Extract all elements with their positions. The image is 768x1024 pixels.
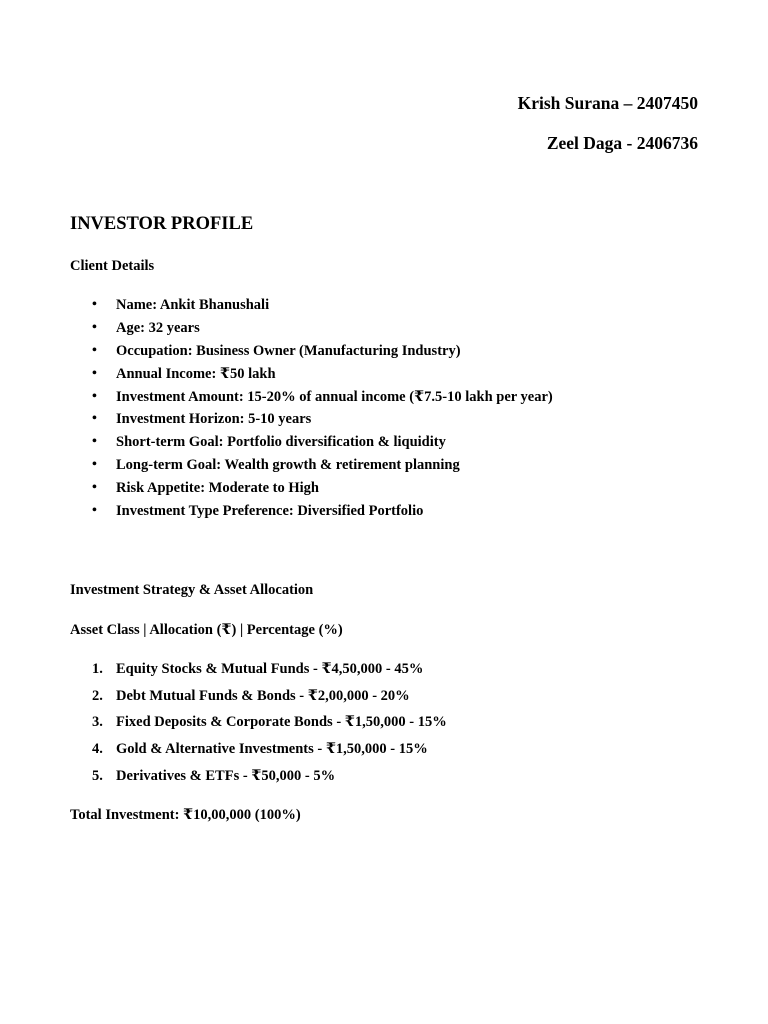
client-details-list [70, 294, 553, 523]
list-number: 4. [92, 741, 103, 758]
list-item [70, 431, 553, 454]
list-number: 5. [92, 767, 103, 784]
list-item [70, 317, 553, 340]
bullet-icon: • [92, 388, 97, 404]
author-line: Zeel Daga - 2406736 [546, 133, 698, 153]
list-item-text: Short-term Goal: Portfolio diversification & liquidity [116, 434, 446, 451]
list-item [70, 477, 553, 500]
bullet-icon: • [92, 480, 97, 496]
page-title: INVESTOR PROFILE [70, 214, 254, 234]
author-line: Krish Surana – 2407450 [517, 93, 698, 113]
list-number: 2. [92, 687, 103, 704]
list-item-text: Risk Appetite: Moderate to High [116, 480, 319, 497]
bullet-icon: • [92, 411, 97, 427]
bullet-icon: • [92, 297, 97, 312]
list-item [70, 408, 553, 431]
list-item [70, 294, 553, 317]
total-investment: Total Investment: ₹10,00,000 (100%) [70, 807, 301, 823]
list-item-text: Age: 32 years [116, 319, 200, 336]
list-item [70, 386, 553, 409]
allocation-item [70, 765, 447, 792]
allocation-item [70, 685, 447, 712]
allocation-item [70, 711, 447, 738]
client-details-heading: Client Details [70, 258, 155, 274]
author-block [518, 92, 698, 172]
bullet-icon: • [92, 342, 97, 358]
allocation-table-header: Asset Class | Allocation (₹) | Percentage (%) [70, 622, 343, 638]
list-item-text: Investment Type Preference: Diversified Portfolio [116, 503, 424, 520]
allocation-list [70, 658, 447, 791]
allocation-item [70, 658, 447, 685]
strategy-heading: Investment Strategy & Asset Allocation [70, 582, 314, 598]
list-item-text: Investment Amount: 15-20% of annual income (₹7.5-10 lakh per year) [116, 388, 553, 405]
bullet-icon: • [92, 434, 97, 450]
bullet-icon: • [92, 503, 97, 519]
list-item [70, 363, 553, 386]
list-number: 3. [92, 714, 103, 731]
bullet-icon: • [92, 457, 97, 473]
bullet-icon: • [92, 365, 97, 381]
list-item-text: Occupation: Business Owner (Manufacturing Industry) [116, 342, 461, 359]
list-item [70, 500, 553, 523]
list-item [70, 454, 553, 477]
list-item-text: Annual Income: ₹50 lakh [116, 365, 276, 382]
allocation-text: Gold & Alternative Investments - ₹1,50,000 - 15% [116, 741, 428, 758]
list-item [70, 340, 553, 363]
list-number: 1. [92, 661, 103, 677]
allocation-item [70, 738, 447, 765]
allocation-text: Fixed Deposits & Corporate Bonds - ₹1,50,000 - 15% [116, 714, 447, 731]
allocation-text: Equity Stocks & Mutual Funds - ₹4,50,000 - 45% [116, 661, 424, 677]
list-item-text: Investment Horizon: 5-10 years [116, 411, 312, 428]
allocation-text: Debt Mutual Funds & Bonds - ₹2,00,000 - 20% [116, 687, 410, 704]
list-item-text: Long-term Goal: Wealth growth & retirement planning [116, 457, 460, 474]
bullet-icon: • [92, 319, 97, 335]
allocation-text: Derivatives & ETFs - ₹50,000 - 5% [116, 767, 336, 784]
list-item-text: Name: Ankit Bhanushali [116, 297, 270, 313]
